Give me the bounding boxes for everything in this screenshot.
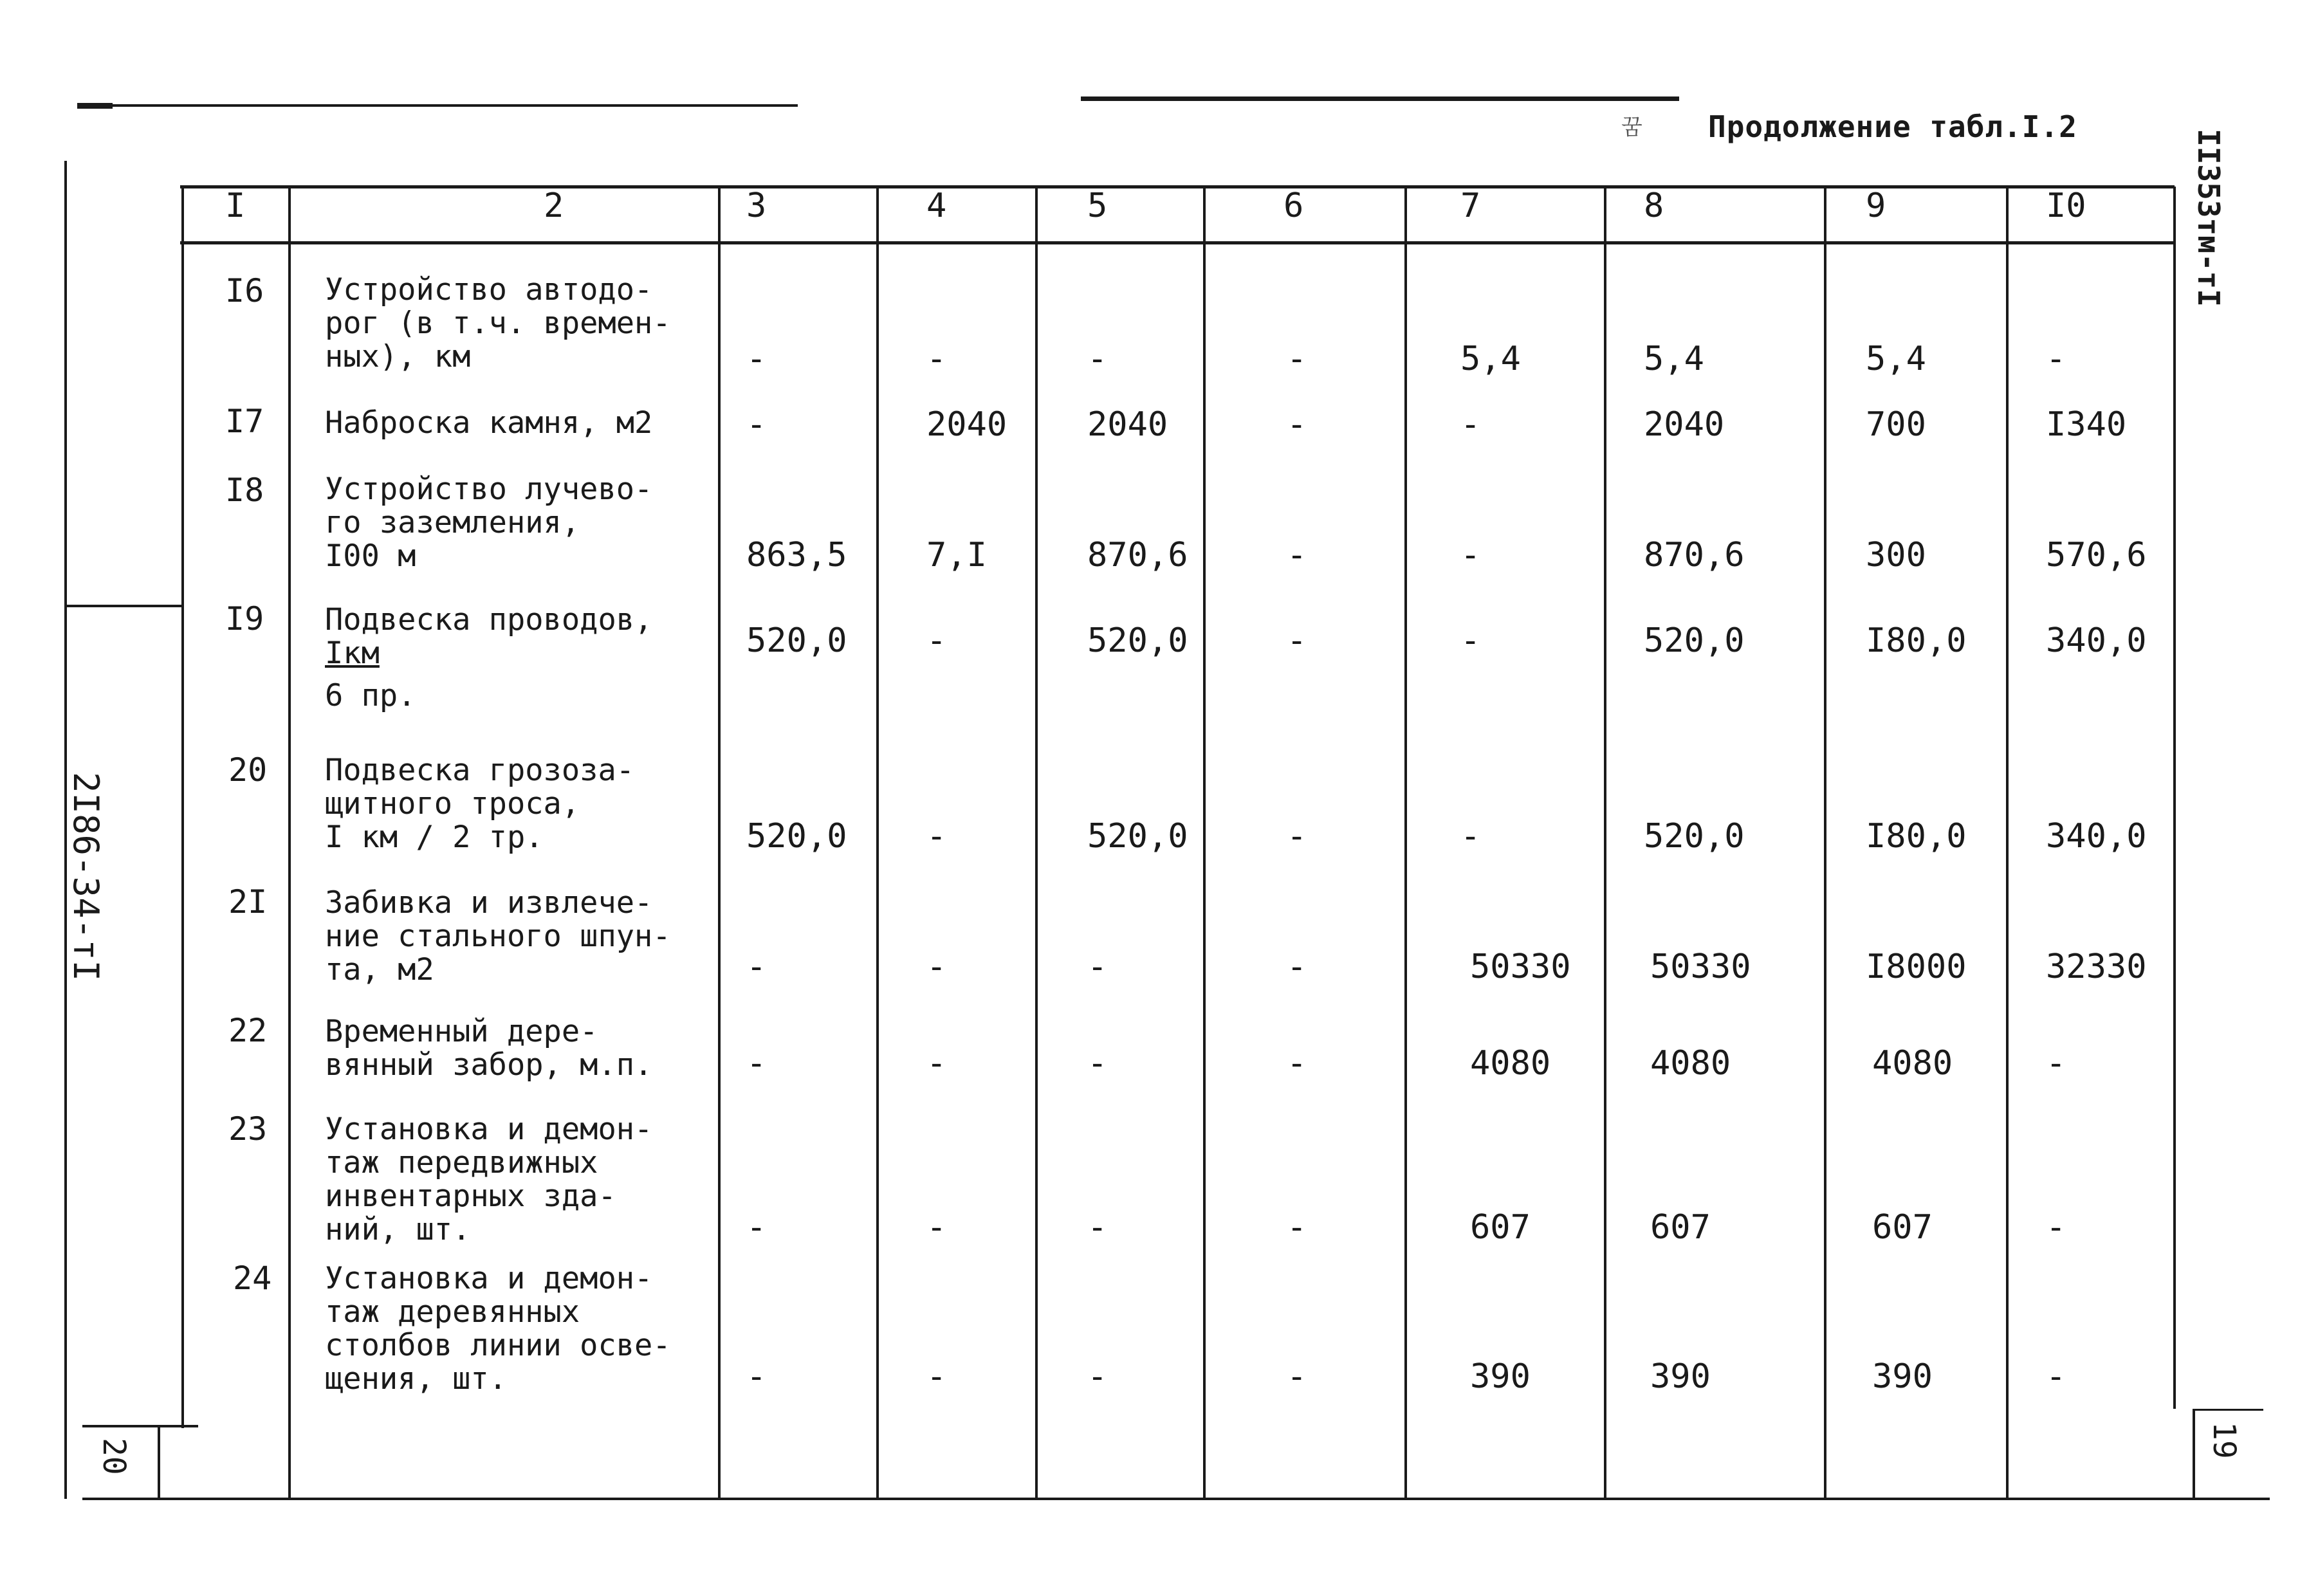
left-stamp-divider	[158, 1425, 160, 1499]
top-rule-left-thick	[77, 103, 113, 109]
cell-col8: 390	[1650, 1357, 1711, 1396]
cell-col4: -	[926, 340, 947, 378]
cell-col10: -	[2046, 1044, 2066, 1083]
row-number: I8	[225, 472, 264, 509]
row-number: 20	[228, 751, 268, 789]
col-divider-4	[1035, 187, 1038, 1499]
stamp-mark: 꿈	[1621, 115, 1642, 140]
row-description: Устройство лучево- го заземления, I00 м	[325, 472, 653, 574]
cell-col10: 340,0	[2046, 817, 2147, 856]
cell-col8: 5,4	[1644, 340, 1704, 378]
col-divider-0	[181, 187, 184, 1428]
col-divider-8	[1824, 187, 1826, 1499]
cell-col8: 520,0	[1644, 817, 1745, 856]
cell-col6: -	[1287, 1208, 1307, 1247]
cell-col4: 2040	[926, 405, 1007, 444]
table-caption: Продолжение табл.I.2	[1708, 109, 2077, 144]
cell-col9: 5,4	[1866, 340, 1926, 378]
cell-col5: -	[1087, 948, 1108, 986]
cell-col4: -	[926, 1357, 947, 1396]
cell-col6: -	[1287, 948, 1307, 986]
cell-col3: -	[746, 1208, 767, 1247]
cell-col9: 390	[1872, 1357, 1933, 1396]
cell-col5: -	[1087, 1208, 1108, 1247]
cell-col6: -	[1287, 405, 1307, 444]
col-header-4: 4	[926, 187, 947, 225]
cell-col4: -	[926, 1044, 947, 1083]
cell-col3: -	[746, 948, 767, 986]
col-header-8: 8	[1644, 187, 1664, 225]
cell-col4: -	[926, 1208, 947, 1247]
cell-col5: 870,6	[1087, 536, 1188, 574]
cell-col6: -	[1287, 536, 1307, 574]
cell-col6: -	[1287, 340, 1307, 378]
cell-col5: -	[1087, 1044, 1108, 1083]
col-header-3: 3	[746, 187, 767, 225]
right-stamp-left	[2193, 1409, 2195, 1499]
cell-col3: -	[746, 405, 767, 444]
cell-col10: 32330	[2046, 948, 2147, 986]
col-header-1: I	[225, 187, 246, 225]
row-description: Наброска камня, м2	[325, 405, 653, 441]
cell-col7: -	[1460, 621, 1481, 660]
col-header-9: 9	[1866, 187, 1886, 225]
row-description: Устройство автодо- рог (в т.ч. времен- ных), км	[325, 272, 671, 374]
col-header-5: 5	[1087, 187, 1108, 225]
cell-col8: 50330	[1650, 948, 1751, 986]
cell-col4: -	[926, 621, 947, 660]
right-stamp-top	[2193, 1409, 2263, 1411]
cell-col9: 4080	[1872, 1044, 1953, 1083]
cell-col9: I80,0	[1866, 621, 1967, 660]
cell-col10: I340	[2046, 405, 2127, 444]
top-rule-right	[1081, 96, 1679, 101]
row-number: 24	[233, 1260, 272, 1297]
col-divider-7	[1604, 187, 1606, 1499]
col-divider-2	[718, 187, 721, 1499]
col-divider-5	[1203, 187, 1206, 1499]
cell-col5: -	[1087, 340, 1108, 378]
cell-col3: -	[746, 1044, 767, 1083]
row-description: Забивка и извлече- ние стального шпун- та, м2	[325, 885, 671, 987]
doc-code-right: II353тм-тI	[2191, 129, 2226, 307]
row-number: I7	[225, 403, 264, 440]
col-header-6: 6	[1283, 187, 1304, 225]
col-header-7: 7	[1460, 187, 1481, 225]
cell-col7: 5,4	[1460, 340, 1521, 378]
row-description: Установка и демон- таж деревянных столбов линии осве- щения, шт.	[325, 1261, 671, 1397]
left-stamp-top	[82, 1425, 198, 1427]
cell-col3: 863,5	[746, 536, 847, 574]
cell-col5: 520,0	[1087, 817, 1188, 856]
col-divider-10	[2173, 187, 2176, 1409]
row-description: Временный дере- вянный забор, м.п.	[325, 1014, 653, 1083]
cell-col7: 390	[1470, 1357, 1531, 1396]
col-divider-9	[2006, 187, 2009, 1499]
cell-col6: -	[1287, 817, 1307, 856]
cell-col9: 700	[1866, 405, 1926, 444]
page-number-right: 19	[2206, 1422, 2242, 1459]
row-number: 22	[228, 1012, 268, 1049]
table-header-bottom-border	[180, 241, 2175, 244]
cell-col7: 4080	[1470, 1044, 1551, 1083]
col-divider-3	[876, 187, 879, 1499]
cell-col10: -	[2046, 1208, 2066, 1247]
col-divider-6	[1404, 187, 1407, 1499]
cell-col7: 607	[1470, 1208, 1531, 1247]
doc-code-left: 2I86-34-тI	[66, 772, 106, 982]
cell-col3: -	[746, 1357, 767, 1396]
cell-col10: -	[2046, 1357, 2066, 1396]
row-number: I9	[225, 600, 264, 637]
cell-col7: -	[1460, 536, 1481, 574]
page-number-left: 20	[96, 1438, 132, 1475]
cell-col10: -	[2046, 340, 2066, 378]
row-number: 23	[228, 1110, 268, 1148]
cell-col5: 520,0	[1087, 621, 1188, 660]
cell-col8: 607	[1650, 1208, 1711, 1247]
left-margin-divider	[67, 605, 183, 607]
cell-col3: -	[746, 340, 767, 378]
cell-col9: I80,0	[1866, 817, 1967, 856]
cell-col7: -	[1460, 405, 1481, 444]
cell-col8: 870,6	[1644, 536, 1745, 574]
cell-col6: -	[1287, 1357, 1307, 1396]
row-description: Подвеска проводов, Iкм 6 пр.	[325, 602, 653, 713]
row-description: Подвеска грозоза- щитного троса, I км / 2 тр.	[325, 753, 635, 855]
row-number: I6	[225, 272, 264, 309]
cell-col5: -	[1087, 1357, 1108, 1396]
top-rule-left	[77, 104, 798, 107]
cell-col9: 607	[1872, 1208, 1933, 1247]
cell-col7: -	[1460, 817, 1481, 856]
cell-col10: 340,0	[2046, 621, 2147, 660]
col-header-10: I0	[2046, 187, 2086, 225]
cell-col4: -	[926, 817, 947, 856]
cell-col9: I8000	[1866, 948, 1967, 986]
row-number: 2I	[228, 883, 268, 921]
cell-col9: 300	[1866, 536, 1926, 574]
cell-col6: -	[1287, 621, 1307, 660]
bottom-rule	[82, 1498, 2270, 1500]
col-header-2: 2	[544, 187, 564, 225]
col-divider-1	[288, 187, 291, 1499]
cell-col8: 4080	[1650, 1044, 1731, 1083]
cell-col7: 50330	[1470, 948, 1571, 986]
cell-col4: -	[926, 948, 947, 986]
cell-col4: 7,I	[926, 536, 987, 574]
cell-col5: 2040	[1087, 405, 1168, 444]
cell-col10: 570,6	[2046, 536, 2147, 574]
cell-col8: 520,0	[1644, 621, 1745, 660]
row-description: Установка и демон- таж передвижных инвентарных зда- ний, шт.	[325, 1112, 653, 1247]
cell-col3: 520,0	[746, 817, 847, 856]
cell-col6: -	[1287, 1044, 1307, 1083]
cell-col8: 2040	[1644, 405, 1725, 444]
cell-col3: 520,0	[746, 621, 847, 660]
